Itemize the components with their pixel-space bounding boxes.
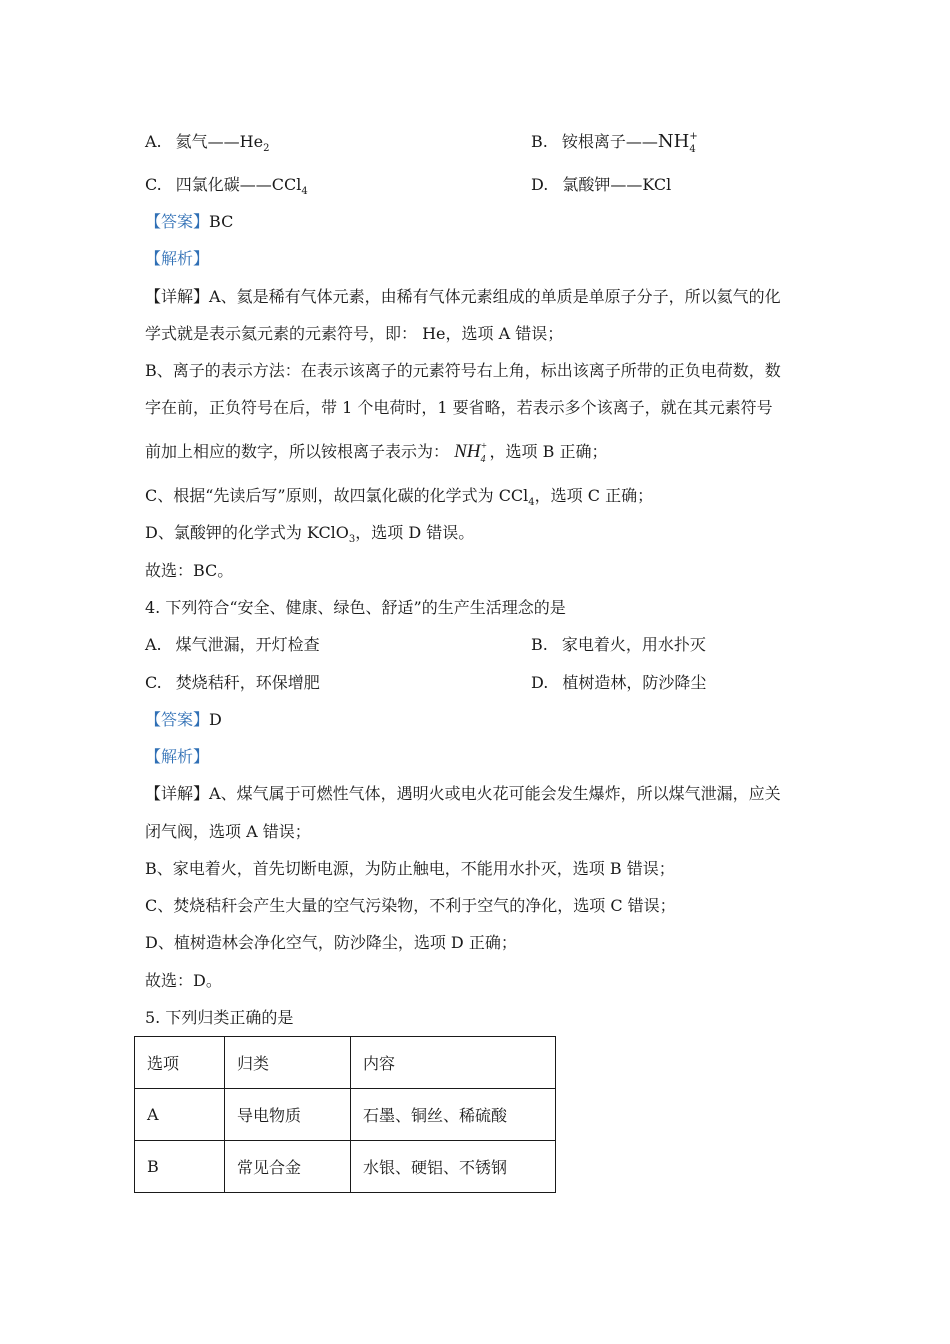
- q4-stem: 4. 下列符合“安全、健康、绿色、舒适”的生产生活理念的是: [145, 598, 566, 617]
- q4-option-b: B. 家电着火，用水扑灭: [531, 635, 706, 654]
- nh4-formula: NH + 4: [657, 131, 698, 155]
- q3-conclusion: 故选：BC。: [145, 561, 234, 580]
- q3-option-a: A. 氦气$——He_2$: [145, 132, 270, 155]
- q3-option-d: D. 氯酸钾——KCl: [531, 175, 672, 194]
- q3-answer: 【答案】BC: [145, 212, 234, 231]
- table-cell: 水银、硬铝、不锈钢: [351, 1141, 556, 1193]
- q3-detail-d: D、氯酸钾的化学式为 KClO$_3$，选项 D 错误。: [145, 523, 475, 546]
- table-header-cell: 归类: [225, 1037, 351, 1089]
- q3-detail-b-line3: 前加上相应的数字，所以铵根离子表示为： NH + 4 ，选项 B 正确；: [145, 441, 608, 465]
- q3-option-b: B. 铵根离子——NH + 4: [531, 131, 698, 155]
- q4-answer: 【答案】D: [145, 710, 222, 729]
- q4-analysis-heading: 【解析】: [145, 747, 210, 766]
- table-cell: 常见合金: [225, 1141, 351, 1193]
- q4-detail-b: B、家电着火，首先切断电源，为防止触电，不能用水扑灭，选项 B 错误；: [145, 859, 675, 878]
- table-header-cell: 选项: [135, 1037, 225, 1089]
- q3-detail-b-line2: 字在前，正负符号在后，带 1 个电荷时，1 要省略，若表示多个该离子，就在其元素符号: [145, 398, 773, 417]
- q4-detail-d: D、植树造林会净化空气，防沙降尘，选项 D 正确；: [145, 933, 517, 952]
- table-header-row: [135, 1037, 556, 1089]
- q3-analysis-heading: 【解析】: [145, 249, 210, 268]
- table-row: [135, 1089, 556, 1141]
- table-cell: 石墨、铜丝、稀硫酸: [351, 1089, 556, 1141]
- table-row: [135, 1141, 556, 1193]
- q3-detail-c: C、根据“先读后写”原则，故四氯化碳的化学式为 CCl$_4$，选项 C 正确；: [145, 486, 654, 509]
- q3-detail-a-line2: 学式就是表示氦元素的元素符号，即： He，选项 A 错误；: [145, 324, 564, 343]
- q3-detail-b-line1: B、离子的表示方法：在表示该离子的元素符号右上角，标出该离子所带的正负电荷数，数: [145, 361, 781, 380]
- table-cell: A: [135, 1089, 225, 1141]
- q4-option-c: C. 焚烧秸秆，环保增肥: [145, 673, 320, 692]
- q4-detail-a-line2: 闭气阀，选项 A 错误；: [145, 822, 311, 841]
- table-header-cell: 内容: [351, 1037, 556, 1089]
- q3-detail-a-line1: 【详解】A、氦是稀有气体元素，由稀有气体元素组成的单质是单原子分子，所以氦气的化: [145, 287, 781, 306]
- q5-classification-table: [134, 1036, 556, 1193]
- q4-option-d: D. 植树造林，防沙降尘: [531, 673, 707, 692]
- q4-option-a: A. 煤气泄漏，开灯检查: [145, 635, 320, 654]
- q4-conclusion: 故选：D。: [145, 971, 222, 990]
- q4-detail-a-line1: 【详解】A、煤气属于可燃性气体，遇明火或电火花可能会发生爆炸，所以煤气泄漏，应关: [145, 784, 781, 803]
- q3-option-c: C. 四氯化碳——CCl$_4$: [145, 175, 308, 198]
- table-cell: B: [135, 1141, 225, 1193]
- q5-stem: 5. 下列归类正确的是: [145, 1008, 294, 1027]
- table-cell: 导电物质: [225, 1089, 351, 1141]
- q4-detail-c: C、焚烧秸秆会产生大量的空气污染物，不利于空气的净化，选项 C 错误；: [145, 896, 676, 915]
- nh4-formula-italic: NH + 4: [454, 441, 488, 465]
